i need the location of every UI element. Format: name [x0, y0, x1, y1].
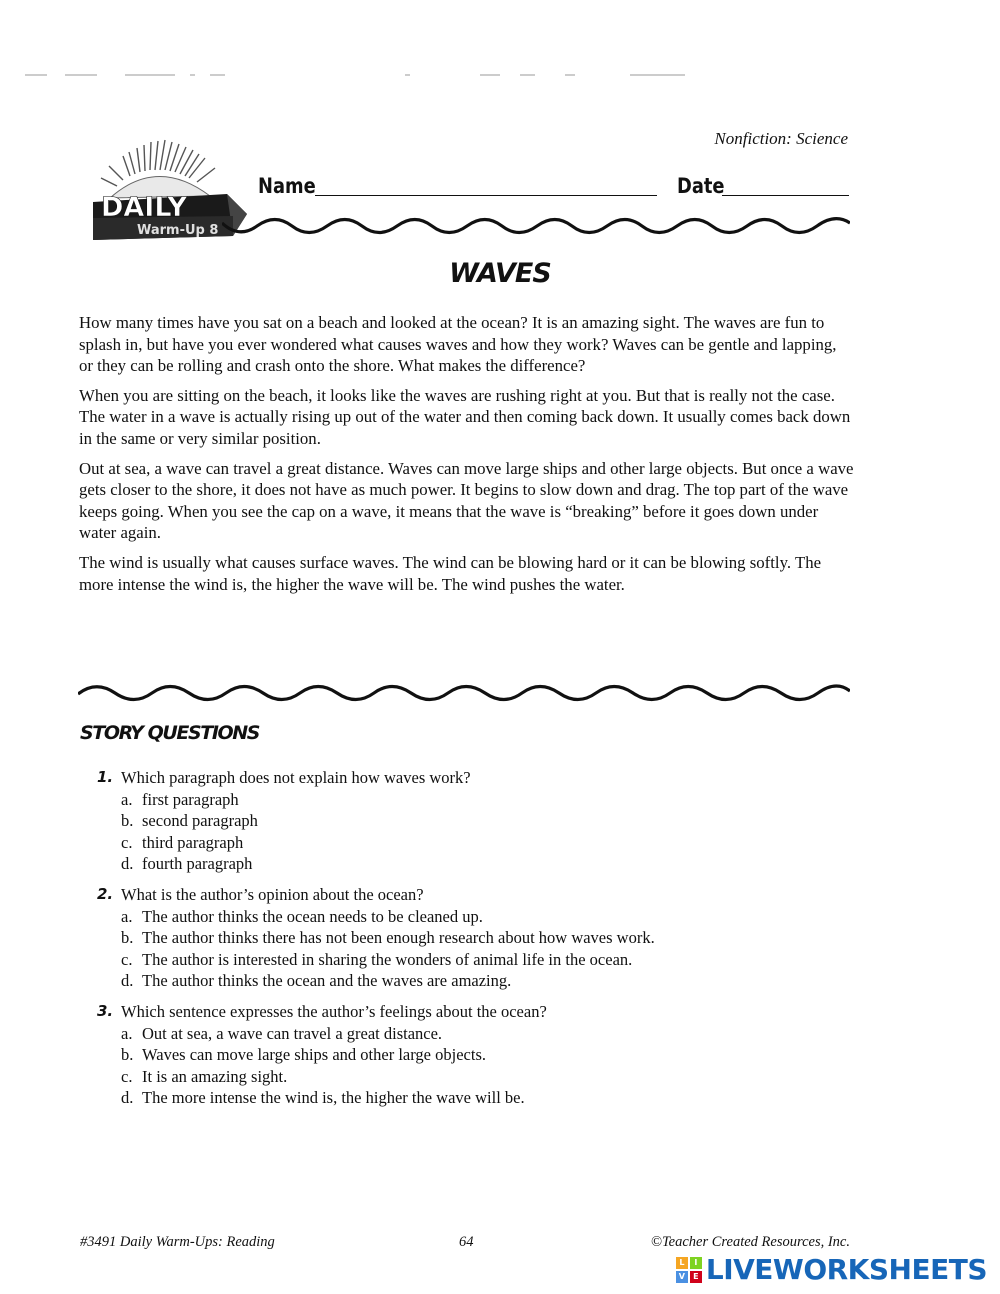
option-letter: c. — [121, 832, 133, 852]
option-letter: c. — [121, 949, 133, 969]
category-label: Nonfiction: Science — [714, 129, 848, 148]
option-text: It is an amazing sight. — [142, 1066, 288, 1086]
option-letter: a. — [121, 1023, 133, 1043]
option-letter: b. — [121, 811, 134, 831]
logo-cell: L — [676, 1257, 688, 1269]
option-text: The author thinks the ocean needs to be cleaned up. — [142, 906, 483, 926]
option-letter: b. — [121, 1045, 134, 1065]
question-2 — [97, 884, 857, 992]
logo-cell: V — [676, 1271, 688, 1283]
option-letter: a. — [121, 906, 133, 926]
option-text: second paragraph — [142, 811, 258, 831]
option-text: The author is interested in sharing the wonders of animal life in the ocean. — [142, 949, 633, 969]
passage-paragraph-3: Out at sea, a wave can travel a great distance. Waves can move large ships and other large objects. But once a wave gets closer to the shore, it does not have as much power. It begins to slow down and drag. The top part of the wave keeps going. When you see the cap on a wave, it means that the wave is “breaking” before it goes down under water again. — [79, 458, 854, 543]
footer-book-title: #3491 Daily Warm-Ups: Reading — [80, 1234, 275, 1250]
option-letter: d. — [121, 854, 134, 874]
answer-option[interactable] — [97, 1066, 857, 1088]
option-text: The more intense the wind is, the higher the wave will be. — [142, 1088, 525, 1108]
passage-paragraph-4: The wind is usually what causes surface waves. The wind can be blowing hard or it can be blowing softly. The more intense the wind is, the higher the wave will be. The wind pushes the water. — [79, 552, 822, 594]
answer-option[interactable] — [97, 906, 857, 928]
logo-cell: E — [690, 1271, 702, 1283]
question-1 — [97, 767, 857, 875]
option-text: first paragraph — [142, 789, 239, 809]
answer-option[interactable] — [97, 853, 857, 875]
option-text: Waves can move large ships and other large objects. — [142, 1045, 486, 1065]
footer-page-number: 64 — [459, 1234, 474, 1250]
option-text: third paragraph — [142, 832, 244, 852]
question-text: What is the author’s opinion about the ocean? — [121, 884, 424, 904]
answer-option[interactable] — [97, 1023, 857, 1045]
option-letter: d. — [121, 971, 134, 991]
option-text: fourth paragraph — [142, 854, 253, 874]
question-text: Which paragraph does not explain how waves work? — [121, 768, 471, 787]
option-text: The author thinks there has not been enough research about how waves work. — [142, 928, 655, 948]
option-text: The author thinks the ocean and the waves are amazing. — [142, 971, 512, 991]
question-number: 3. — [97, 1001, 114, 1020]
answer-option[interactable] — [97, 832, 857, 854]
option-letter: b. — [121, 928, 134, 948]
liveworksheets-brand[interactable] — [676, 1253, 987, 1286]
name-label: Name — [258, 174, 316, 198]
reading-passage — [79, 312, 854, 603]
footer-copyright: ©Teacher Created Resources, Inc. — [650, 1234, 850, 1250]
answer-option[interactable] — [97, 927, 857, 949]
passage-paragraph-2: When you are sitting on the beach, it looks like the waves are rushing right at you. But that is really not the case. The water in a wave is actually rising up out of the water and then coming back down. It usually comes back down in the same or very similar position. — [79, 385, 851, 448]
answer-option[interactable] — [97, 949, 857, 971]
liveworksheets-logo-icon — [676, 1257, 702, 1283]
date-field[interactable] — [722, 195, 849, 196]
option-letter: c. — [121, 1066, 133, 1086]
date-label: Date — [677, 174, 725, 198]
answer-option[interactable] — [97, 1044, 857, 1066]
section-wave-divider — [78, 680, 850, 706]
option-letter: d. — [121, 1088, 134, 1108]
answer-option[interactable] — [97, 1087, 857, 1109]
page-title: WAVES — [449, 258, 551, 289]
passage-paragraph-1: How many times have you sat on a beach and looked at the ocean? It is an amazing sight. The waves are fun to splash in, but have you ever wondered what causes waves and how they work? Waves can be gentle and lapping, or they can be rolling and crash onto the shore. What makes the difference? — [79, 313, 837, 376]
answer-option[interactable] — [97, 810, 857, 832]
question-list — [97, 767, 857, 1118]
answer-option[interactable] — [97, 970, 857, 992]
logo-cell: I — [690, 1257, 702, 1269]
logo-daily-text: DAILY — [101, 192, 187, 223]
header-wave-divider — [222, 213, 850, 239]
story-questions-heading: STORY QUESTIONS — [80, 722, 260, 744]
option-text: Out at sea, a wave can travel a great distance. — [142, 1023, 443, 1043]
scan-artifact-line — [25, 74, 690, 77]
logo-warmup-text: Warm-Up 8 — [137, 223, 219, 238]
option-letter: a. — [121, 789, 133, 809]
question-text: Which sentence expresses the author’s feelings about the ocean? — [121, 1001, 547, 1021]
question-number: 1. — [97, 768, 114, 786]
answer-option[interactable] — [97, 789, 857, 811]
name-field[interactable] — [315, 195, 657, 196]
question-3 — [97, 1001, 857, 1109]
liveworksheets-wordmark: LIVEWORKSHEETS — [705, 1253, 987, 1286]
question-number: 2. — [97, 884, 114, 903]
